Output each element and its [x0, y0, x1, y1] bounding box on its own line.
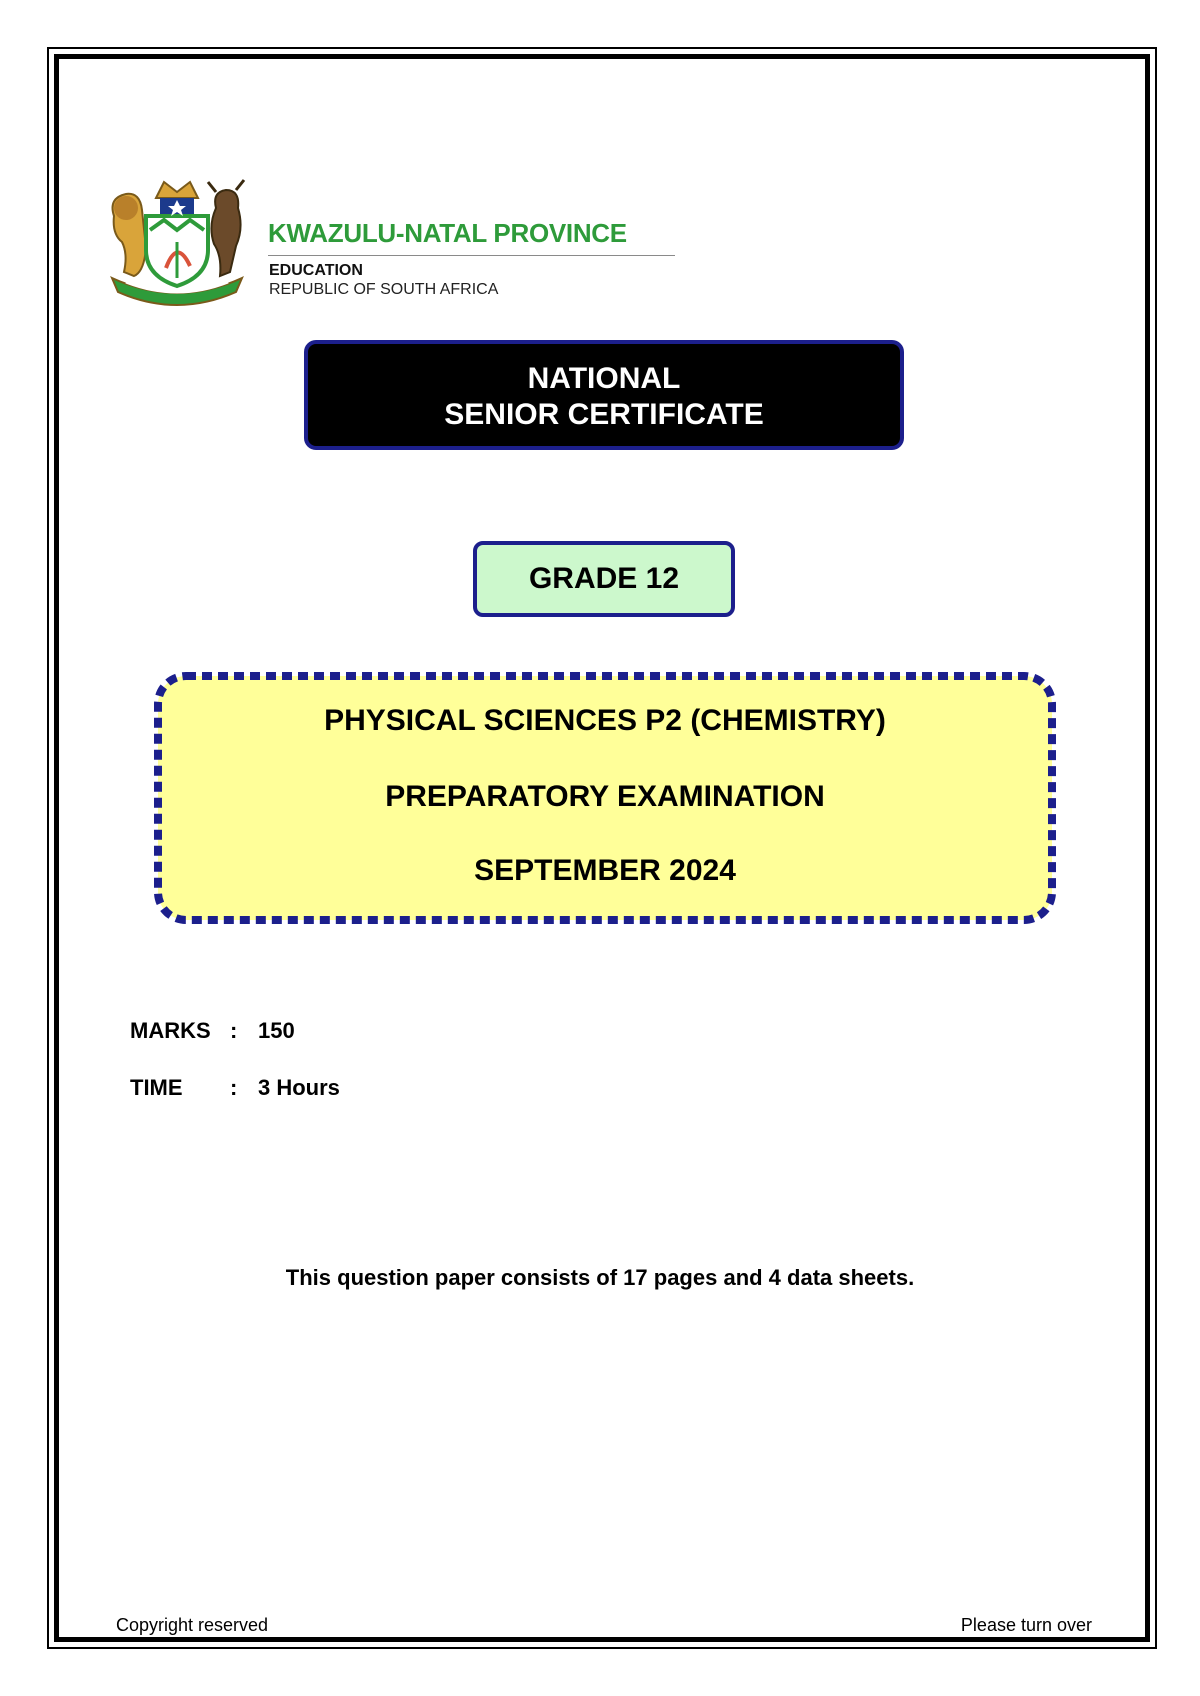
- marks-separator: :: [230, 1018, 238, 1043]
- header-divider: [268, 255, 675, 256]
- subject-title: PHYSICAL SCIENCES P2 (CHEMISTRY): [324, 704, 886, 737]
- exam-type: PREPARATORY EXAMINATION: [385, 780, 825, 813]
- footer-copyright: Copyright reserved: [116, 1615, 269, 1635]
- marks-label: MARKS: [130, 1018, 211, 1043]
- province-title: KWAZULU-NATAL PROVINCE: [268, 218, 627, 248]
- time-separator: :: [230, 1075, 238, 1100]
- footer-turn-over: Please turn over: [960, 1615, 1092, 1635]
- department-name: EDUCATION: [269, 262, 363, 279]
- marks-value: 150: [258, 1018, 295, 1043]
- country-name: REPUBLIC OF SOUTH AFRICA: [269, 281, 499, 298]
- time-value: 3 Hours: [258, 1075, 340, 1100]
- exam-date: SEPTEMBER 2024: [474, 854, 736, 887]
- coat-of-arms-icon: [104, 168, 250, 312]
- certificate-line-1: NATIONAL: [527, 362, 681, 395]
- certificate-banner: [304, 340, 904, 450]
- page-count-note: This question paper consists of 17 pages and 4 data sheets.: [285, 1265, 915, 1290]
- time-label: TIME: [130, 1075, 183, 1100]
- certificate-line-2: SENIOR CERTIFICATE: [444, 398, 764, 431]
- grade-badge: GRADE 12: [473, 541, 735, 617]
